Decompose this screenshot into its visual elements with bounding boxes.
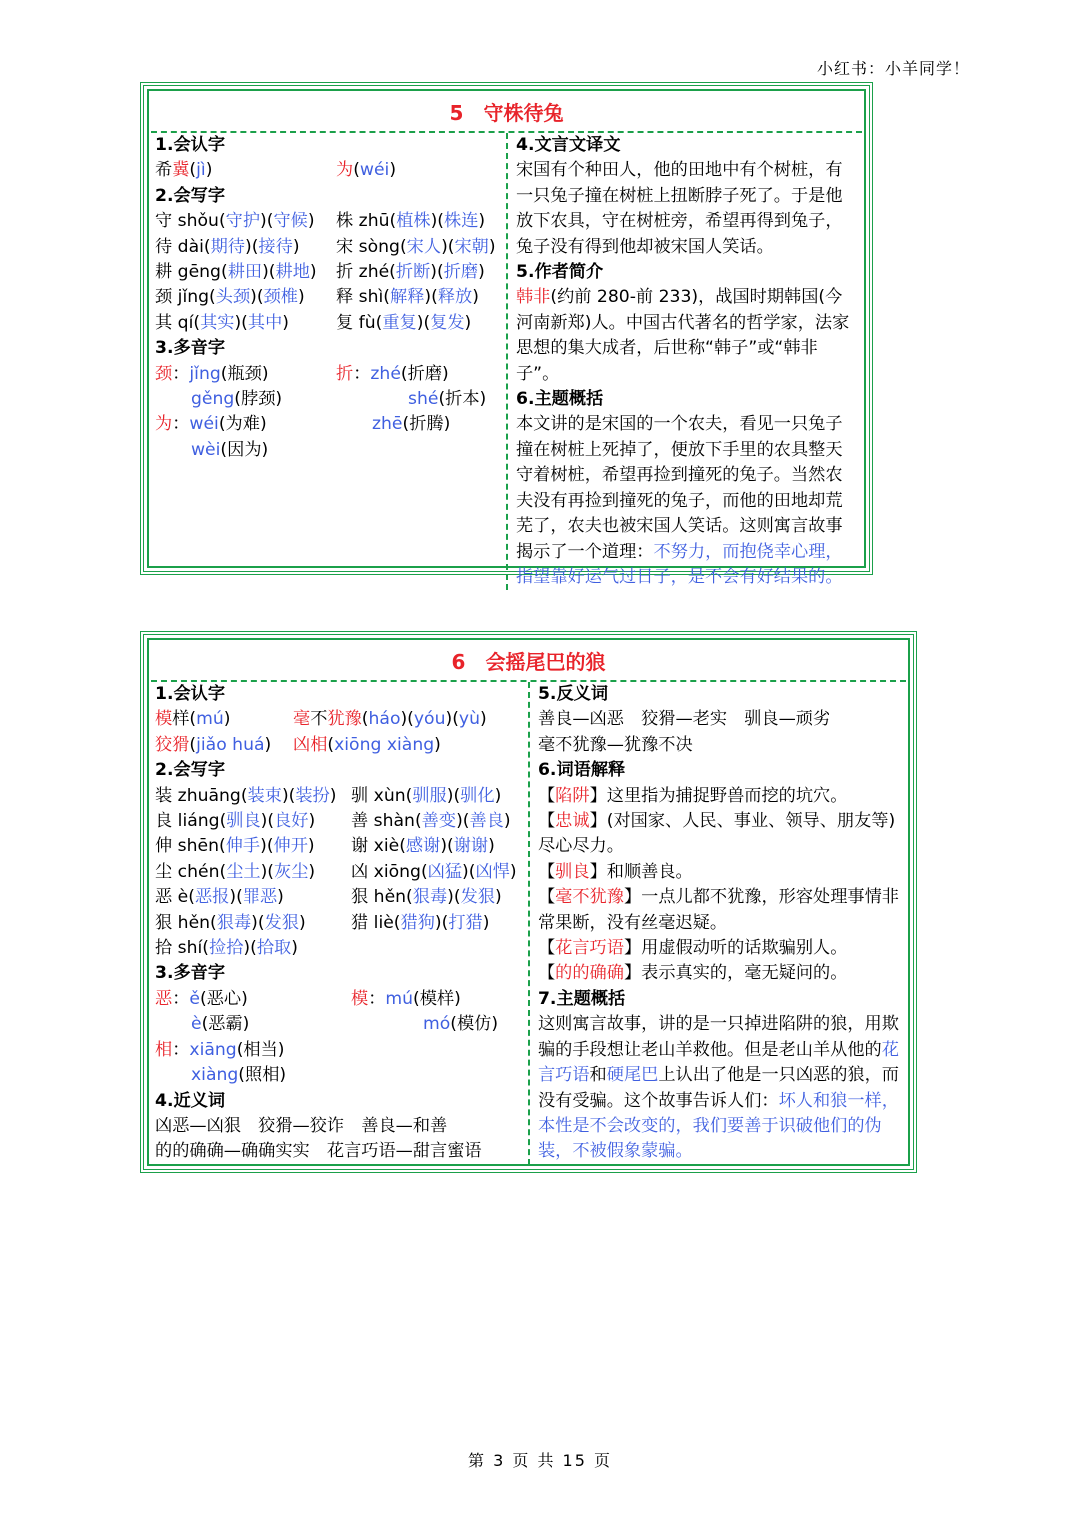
section-heading: 7.主题概括 [537, 988, 626, 1009]
theme-text: 本文讲的是宋国的一个农夫，看见一只兔子撞在树桩上死掉了，便放下手里的农具整天守着树桩，希望再捡到撞死的兔子。当然农夫没有再捡到撞死的兔子，而他的田地却荒芜了，农夫也被宋国人笑话。这则寓言故事揭示了一个道理：不努力，而抱侥幸心理，指望靠好运气过日子，是不会有好结果的。 [515, 414, 843, 587]
section-heading: 1.会认字 [155, 135, 226, 155]
write-item: 谢 xiè(感谢)(谢谢) [351, 836, 495, 857]
write-item: 复 fù(重复)(复发) [336, 312, 472, 333]
lesson-5-right-column [506, 133, 862, 590]
section-heading: 4.近义词 [155, 1090, 226, 1111]
recognize-row: 狡猾(jiǎo huá) 凶相(xiōng xiàng) [155, 734, 441, 755]
author-text: 韩非(约前 280-前 233)，战国时期韩国(今河南新郑)人。中国古代著名的哲学家，法家思想的集大成者，后世称“韩子”或“韩非子”。 [515, 287, 850, 384]
write-item: 颈 jǐng(头颈)(颈椎) [155, 287, 305, 308]
write-item: 株 zhū(植株)(株连) [336, 211, 486, 232]
write-item: 待 dài(期待)(接待) [155, 236, 300, 257]
polyphone-row: 颈：jǐng(瓶颈) 折：zhé(折磨) [155, 363, 449, 384]
write-row [155, 911, 524, 936]
write-item: 释 shì(解释)(释放) [336, 287, 479, 308]
write-item: 守 shǒu(守护)(守候) [155, 211, 315, 232]
recognize-row: 希冀(jì) 为(wéi) [155, 160, 397, 181]
section-heading: 2.会写字 [155, 760, 226, 781]
polyphone-row: wèi(因为) [191, 439, 269, 460]
write-item: 拾 shí(捡拾)(拾取) [155, 938, 298, 959]
write-item: 伸 shēn(伸手)(伸开) [155, 836, 315, 857]
write-item: 狠 hěn(狠毒)(发狠) [351, 887, 502, 908]
section-heading: 3.多音字 [155, 963, 226, 984]
write-row [155, 285, 502, 310]
lesson-6-card [140, 631, 917, 1173]
polyphone-row: è(恶霸) mó(模仿) [191, 1014, 499, 1035]
definition: 【花言巧语】用虚假动听的话欺骗别人。 [537, 938, 848, 959]
section-heading: 6.词语解释 [537, 760, 626, 781]
section-heading: 5.反义词 [537, 684, 609, 704]
antonyms-line: 善良—凶恶 狡猾—老实 驯良—顽劣 [537, 709, 831, 730]
write-row [155, 936, 524, 961]
write-item: 恶 è(恶报)(罪恶) [155, 887, 284, 908]
write-item: 装 zhuāng(装束)(装扮) [155, 785, 337, 806]
definition: 【陷阱】这里指为捕捉野兽而挖的坑穴。 [537, 785, 848, 806]
write-row [155, 209, 502, 234]
write-item: 驯 xùn(驯服)(驯化) [351, 785, 502, 806]
section-heading: 2.会写字 [155, 185, 226, 206]
write-row [155, 311, 502, 336]
polyphone-row: 为：wéi(为难) zhē(折腾) [155, 414, 451, 435]
write-item: 狠 hěn(狠毒)(发狠) [155, 912, 306, 933]
write-row [155, 784, 524, 809]
write-item: 凶 xiōng(凶猛)(凶悍) [351, 861, 517, 882]
write-item: 良 liáng(驯良)(良好) [155, 811, 316, 832]
write-item: 善 shàn(善变)(善良) [351, 811, 511, 832]
write-row [155, 809, 524, 834]
write-item: 尘 chén(尘土)(灰尘) [155, 861, 316, 882]
definition: 【驯良】和顺善良。 [537, 861, 693, 882]
polyphone-row: gěng(脖颈) shé(折本) [191, 389, 487, 410]
synonyms-line: 凶恶—凶狠 狡猾—狡诈 善良—和善 [155, 1115, 448, 1136]
lesson-5-title: 5 守株待兔 [151, 93, 862, 133]
translation-text: 宋国有个种田人，他的田地中有个树桩，有一只兔子撞在树桩上扭断脖子死了。于是他放下农具，守在树桩旁，希望再得到兔子，兔子没有得到他却被宋国人笑话。 [515, 160, 843, 257]
lesson-6-title: 6 会摇尾巴的狼 [151, 642, 906, 682]
write-item: 耕 gēng(耕田)(耕地) [155, 262, 317, 283]
synonyms-line: 的的确确—确确实实 花言巧语—甜言蜜语 [155, 1141, 482, 1162]
polyphone-row: 相：xiāng(相当) [155, 1039, 285, 1060]
section-heading: 5.作者简介 [515, 262, 604, 283]
polyphone-row: 恶：ě(恶心) 模：mú(模样) [155, 988, 461, 1009]
lesson-6-right-column [528, 682, 906, 1165]
write-item: 折 zhé(折断)(折磨) [336, 262, 485, 283]
section-heading: 6.主题概括 [515, 389, 604, 410]
section-heading: 1.会认字 [155, 684, 226, 704]
definition: 【的的确确】表示真实的，毫无疑问的。 [537, 963, 848, 984]
definition: 【忠诚】(对国家、人民、事业、领导、朋友等)尽心尽力。 [537, 811, 896, 857]
section-heading: 3.多音字 [155, 338, 226, 359]
write-row [155, 260, 502, 285]
recognize-row: 模样(mú) 毫不犹豫(háo)(yóu)(yù) [155, 709, 487, 730]
write-item: 猎 liè(猎狗)(打猎) [351, 912, 490, 933]
page-number: 第 3 页 共 15 页 [468, 1451, 612, 1470]
section-heading: 4.文言文译文 [515, 135, 621, 155]
polyphone-row: xiàng(照相) [191, 1065, 287, 1086]
lesson-5-left-column [151, 133, 506, 590]
write-row [155, 834, 524, 859]
write-list [155, 209, 502, 336]
write-row [155, 885, 524, 910]
theme-text: 这则寓言故事，讲的是一只掉进陷阱的狼，用欺骗的手段想让老山羊救他。但是老山羊从他的花言巧语和硬尾巴上认出了他是一只凶恶的狼，而没有受骗。这个故事告诉人们：坏人和狼一样，本性是不会改变的，我们要善于识破他们的伪装，不被假象蒙骗。 [537, 1014, 899, 1162]
write-item: 其 qí(其实)(其中) [155, 312, 289, 333]
header-text: 小红书：小羊同学！ [816, 59, 970, 78]
antonyms-line: 毫不犹豫—犹豫不决 [537, 734, 693, 755]
write-row [155, 860, 524, 885]
lesson-5-card [140, 82, 873, 587]
definition: 【毫不犹豫】一点儿都不犹豫，形容处理事情非常果断，没有丝毫迟疑。 [537, 887, 899, 933]
lesson-6-left-column [151, 682, 528, 1165]
write-list [155, 784, 524, 962]
write-item: 宋 sòng(宋人)(宋朝) [336, 236, 496, 257]
write-row [155, 235, 502, 260]
